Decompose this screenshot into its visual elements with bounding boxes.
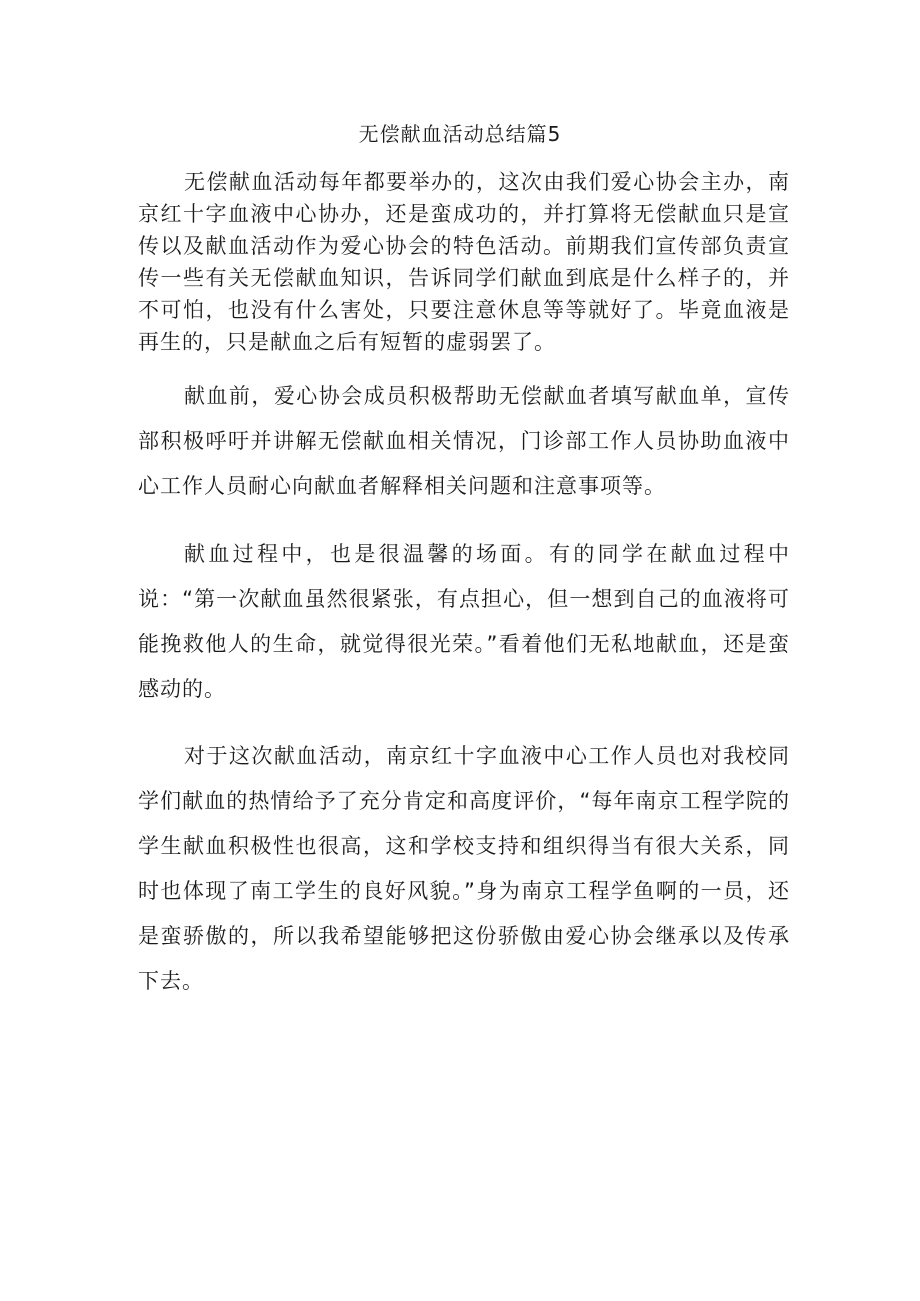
- paragraph-before-donation: 献血前，爱心协会成员积极帮助无偿献血者填写献血单，宣传部积极呼吁并讲解无偿献血相关情况，门诊部工作人员协助血液中心工作人员耐心向献血者解释相关问题和注意事项等。: [138, 384, 790, 498]
- paragraph-during-donation: 献血过程中，也是很温馨的场面。有的同学在献血过程中说：“第一次献血虽然很紧张，有点担心，但一想到自己的血液将可能挽救他人的生命，就觉得很光荣。”看着他们无私地献血，还是蛮感动的。: [138, 542, 790, 701]
- paragraph-evaluation: 对于这次献血活动，南京红十字血液中心工作人员也对我校同学们献血的热情给予了充分肯定和高度评价，“每年南京工程学院的学生献血积极性也很高，这和学校支持和组织得当有很大关系，同时也体现了南工学生的良好风貌。”身为南京工程学鱼啊的一员，还是蛮骄傲的，所以我希望能够把这份骄傲由爱心协会继承以及传承下去。: [138, 744, 790, 993]
- paragraph-intro: 无偿献血活动每年都要举办的，这次由我们爱心协会主办，南京红十字血液中心协办，还是蛮成功的，并打算将无偿献血只是宣传以及献血活动作为爱心协会的特色活动。前期我们宣传部负责宣传一些有关无偿献血知识，告诉同学们献血到底是什么样子的，并不可怕，也没有什么害处，只要注意休息等等就好了。毕竟血液是再生的，只是献血之后有短暂的虚弱罢了。: [138, 170, 790, 354]
- document-title: 无偿献血活动总结篇5: [358, 122, 562, 146]
